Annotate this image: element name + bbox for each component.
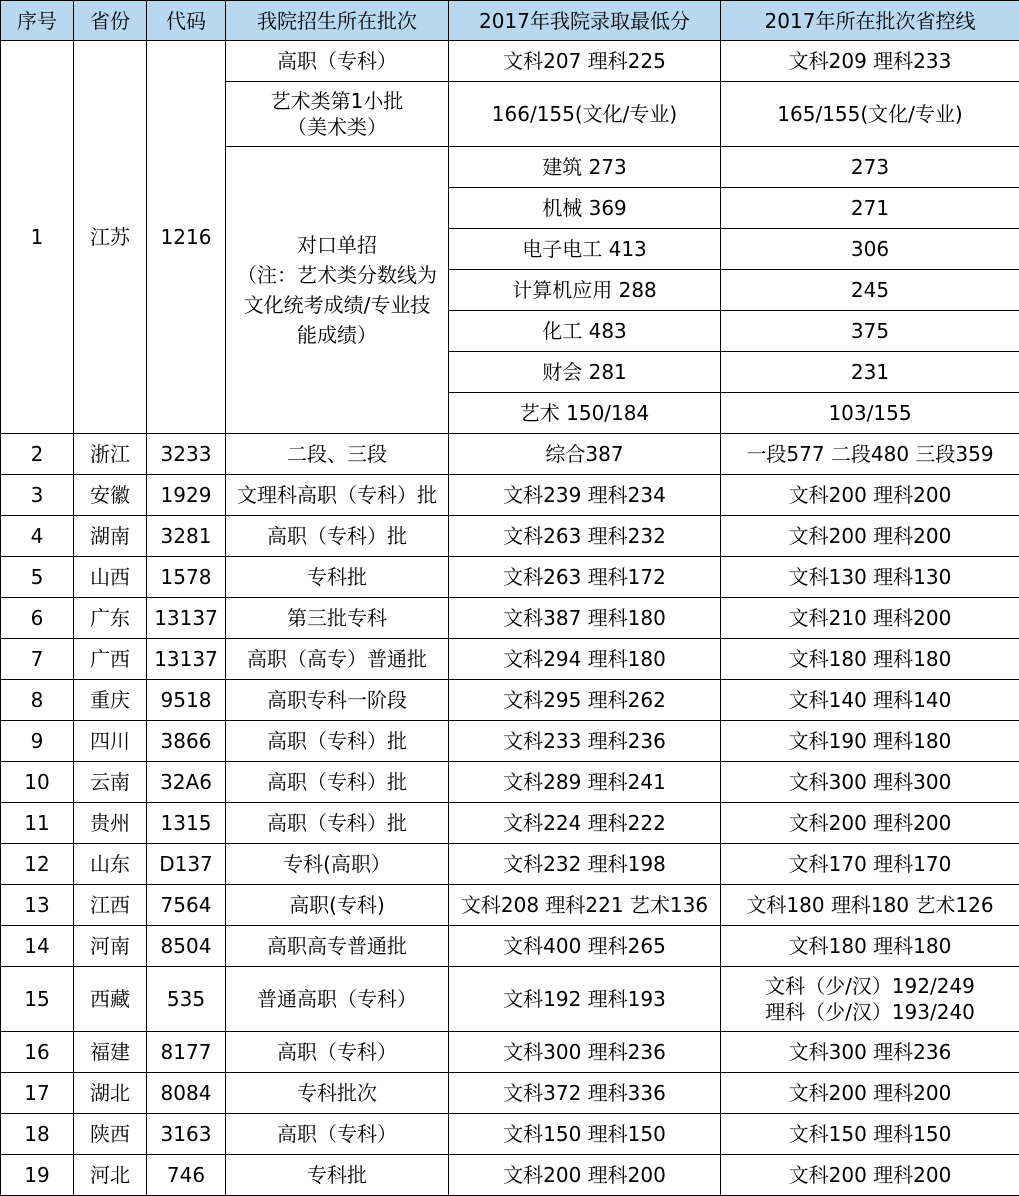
row-province: 贵州 [74, 803, 147, 844]
row-index: 19 [1, 1155, 74, 1196]
row-score: 文科192 理科193 [449, 967, 721, 1032]
row-province: 云南 [74, 762, 147, 803]
row-batch: 专科批次 [226, 1073, 449, 1114]
row-batch: 高职专科一阶段 [226, 680, 449, 721]
row-code: 3866 [147, 721, 226, 762]
row-index: 16 [1, 1032, 74, 1073]
row-control [721, 967, 1019, 1032]
header-row [1, 1, 1019, 41]
table-row [1, 1032, 1019, 1073]
row-batch: 二段、三段 [226, 434, 449, 475]
row-batch: 普通高职（专科） [226, 967, 449, 1032]
row-batch: 高职（专科）批 [226, 762, 449, 803]
row-batch: 专科(高职） [226, 844, 449, 885]
row-score: 文科289 理科241 [449, 762, 721, 803]
row-control: 文科200 理科200 [721, 1155, 1019, 1196]
row-code: 13137 [147, 598, 226, 639]
row-code: 8084 [147, 1073, 226, 1114]
row-control: 文科200 理科200 [721, 1073, 1019, 1114]
row-control: 文科300 理科300 [721, 762, 1019, 803]
row-province: 湖北 [74, 1073, 147, 1114]
table-row [1, 41, 1019, 82]
table-row [1, 434, 1019, 475]
row-score: 化工 483 [449, 311, 721, 352]
rows-tibet [1, 967, 1019, 1032]
row-score: 电子电工 413 [449, 229, 721, 270]
row-score: 建筑 273 [449, 147, 721, 188]
row-control: 231 [721, 352, 1019, 393]
row-index: 2 [1, 434, 74, 475]
row-batch [226, 82, 449, 147]
row-code: 535 [147, 967, 226, 1032]
table-row [1, 680, 1019, 721]
row-control: 文科180 理科180 [721, 926, 1019, 967]
row-code: 7564 [147, 885, 226, 926]
rows-middle [1, 434, 1019, 967]
row-province: 浙江 [74, 434, 147, 475]
row-score: 文科372 理科336 [449, 1073, 721, 1114]
row-score: 财会 281 [449, 352, 721, 393]
row-province: 广西 [74, 639, 147, 680]
row-batch: 高职（专科）批 [226, 516, 449, 557]
row-control: 文科190 理科180 [721, 721, 1019, 762]
row-code: 9518 [147, 680, 226, 721]
row-code: 3281 [147, 516, 226, 557]
control-line1: 文科（少/汉）192/249 [723, 973, 1017, 999]
row-code: D137 [147, 844, 226, 885]
row-code: 1578 [147, 557, 226, 598]
table-row [1, 1155, 1019, 1196]
table-row [1, 967, 1019, 1032]
row-index: 11 [1, 803, 74, 844]
row-batch: 文理科高职（专科）批 [226, 475, 449, 516]
row-batch: 高职（高专）普通批 [226, 639, 449, 680]
row-province: 湖南 [74, 516, 147, 557]
row-batch: 高职高专普通批 [226, 926, 449, 967]
batch-art-line2: （美术类） [228, 114, 446, 140]
table-row [1, 1073, 1019, 1114]
rows-tail [1, 1032, 1019, 1196]
row-control: 文科180 理科180 [721, 639, 1019, 680]
row-control: 273 [721, 147, 1019, 188]
row-batch: 高职（专科） [226, 1114, 449, 1155]
row-control: 文科130 理科130 [721, 557, 1019, 598]
row-score: 文科387 理科180 [449, 598, 721, 639]
row-index: 9 [1, 721, 74, 762]
row-batch: 第三批专科 [226, 598, 449, 639]
row-score: 166/155(文化/专业) [449, 82, 721, 147]
row-control: 文科200 理科200 [721, 803, 1019, 844]
header-province: 省份 [74, 1, 147, 41]
header-batch: 我院招生所在批次 [226, 1, 449, 41]
row-control: 文科200 理科200 [721, 516, 1019, 557]
row-province: 重庆 [74, 680, 147, 721]
row-score: 文科239 理科234 [449, 475, 721, 516]
batch-counterpart-line3: 文化统考成绩/专业技 [228, 290, 446, 320]
row-batch: 专科批 [226, 1155, 449, 1196]
row-index: 13 [1, 885, 74, 926]
row-index: 6 [1, 598, 74, 639]
row-batch: 专科批 [226, 557, 449, 598]
row-index: 8 [1, 680, 74, 721]
row-province: 山东 [74, 844, 147, 885]
row-control: 306 [721, 229, 1019, 270]
row-score: 文科150 理科150 [449, 1114, 721, 1155]
row-province: 江西 [74, 885, 147, 926]
row-control: 文科180 理科180 艺术126 [721, 885, 1019, 926]
table-row [1, 598, 1019, 639]
row-province: 河北 [74, 1155, 147, 1196]
row-control: 271 [721, 188, 1019, 229]
row-control: 一段577 二段480 三段359 [721, 434, 1019, 475]
table-row [1, 844, 1019, 885]
row-index: 4 [1, 516, 74, 557]
row-control: 245 [721, 270, 1019, 311]
header-control-line: 2017年所在批次省控线 [721, 1, 1019, 41]
table-row [1, 1114, 1019, 1155]
row-code: 3163 [147, 1114, 226, 1155]
row-code: 1315 [147, 803, 226, 844]
batch-counterpart-line4: 能成绩） [228, 320, 446, 350]
row-index: 5 [1, 557, 74, 598]
row-code: 1929 [147, 475, 226, 516]
row-batch: 高职(专科) [226, 885, 449, 926]
row-province: 广东 [74, 598, 147, 639]
row-batch: 高职（专科）批 [226, 803, 449, 844]
row-province: 福建 [74, 1032, 147, 1073]
batch-art-line1: 艺术类第1小批 [228, 88, 446, 114]
batch-counterpart-line1: 对口单招 [228, 230, 446, 260]
table-row [1, 721, 1019, 762]
row-control: 文科140 理科140 [721, 680, 1019, 721]
row-province: 安徽 [74, 475, 147, 516]
row-control: 103/155 [721, 393, 1019, 434]
row-score: 机械 369 [449, 188, 721, 229]
row-score: 文科294 理科180 [449, 639, 721, 680]
row-score: 艺术 150/184 [449, 393, 721, 434]
table-row [1, 762, 1019, 803]
row-province: 陕西 [74, 1114, 147, 1155]
row-score: 文科295 理科262 [449, 680, 721, 721]
row-index: 17 [1, 1073, 74, 1114]
row-score: 文科300 理科236 [449, 1032, 721, 1073]
row-code: 1216 [147, 41, 226, 434]
row-index: 10 [1, 762, 74, 803]
row-score: 文科400 理科265 [449, 926, 721, 967]
row-batch: 高职（专科）批 [226, 721, 449, 762]
table-row [1, 475, 1019, 516]
row-score: 文科224 理科222 [449, 803, 721, 844]
row-score: 计算机应用 288 [449, 270, 721, 311]
row-control: 165/155(文化/专业) [721, 82, 1019, 147]
row-batch: 高职（专科） [226, 1032, 449, 1073]
row-control: 文科209 理科233 [721, 41, 1019, 82]
header-min-score: 2017年我院录取最低分 [449, 1, 721, 41]
row-index: 12 [1, 844, 74, 885]
row-province: 河南 [74, 926, 147, 967]
header-index: 序号 [1, 1, 74, 41]
table-row [1, 885, 1019, 926]
row-code: 32A6 [147, 762, 226, 803]
table-row [1, 639, 1019, 680]
row-index: 1 [1, 41, 74, 434]
row-code: 13137 [147, 639, 226, 680]
row-control: 文科200 理科200 [721, 475, 1019, 516]
row-score: 文科200 理科200 [449, 1155, 721, 1196]
row-index: 3 [1, 475, 74, 516]
row-index: 15 [1, 967, 74, 1032]
row-control: 文科210 理科200 [721, 598, 1019, 639]
row-province: 西藏 [74, 967, 147, 1032]
row-province: 山西 [74, 557, 147, 598]
row-score: 综合387 [449, 434, 721, 475]
row-control: 375 [721, 311, 1019, 352]
row-score: 文科232 理科198 [449, 844, 721, 885]
row-batch: 高职（专科） [226, 41, 449, 82]
batch-counterpart-line2: （注：艺术类分数线为 [228, 260, 446, 290]
row-score: 文科263 理科172 [449, 557, 721, 598]
row-code: 746 [147, 1155, 226, 1196]
row-score: 文科207 理科225 [449, 41, 721, 82]
row-province: 江苏 [74, 41, 147, 434]
row-index: 7 [1, 639, 74, 680]
row-batch [226, 147, 449, 434]
row-code: 8504 [147, 926, 226, 967]
table-row [1, 557, 1019, 598]
row-score: 文科263 理科232 [449, 516, 721, 557]
row-score: 文科208 理科221 艺术136 [449, 885, 721, 926]
row-control: 文科170 理科170 [721, 844, 1019, 885]
row-index: 14 [1, 926, 74, 967]
header-code: 代码 [147, 1, 226, 41]
table-row [1, 926, 1019, 967]
row-score: 文科233 理科236 [449, 721, 721, 762]
control-line2: 理科（少/汉）193/240 [723, 999, 1017, 1025]
row-control: 文科300 理科236 [721, 1032, 1019, 1073]
table-row [1, 516, 1019, 557]
row-code: 3233 [147, 434, 226, 475]
row-province: 四川 [74, 721, 147, 762]
table-row [1, 803, 1019, 844]
row-index: 18 [1, 1114, 74, 1155]
row-code: 8177 [147, 1032, 226, 1073]
row-control: 文科150 理科150 [721, 1114, 1019, 1155]
